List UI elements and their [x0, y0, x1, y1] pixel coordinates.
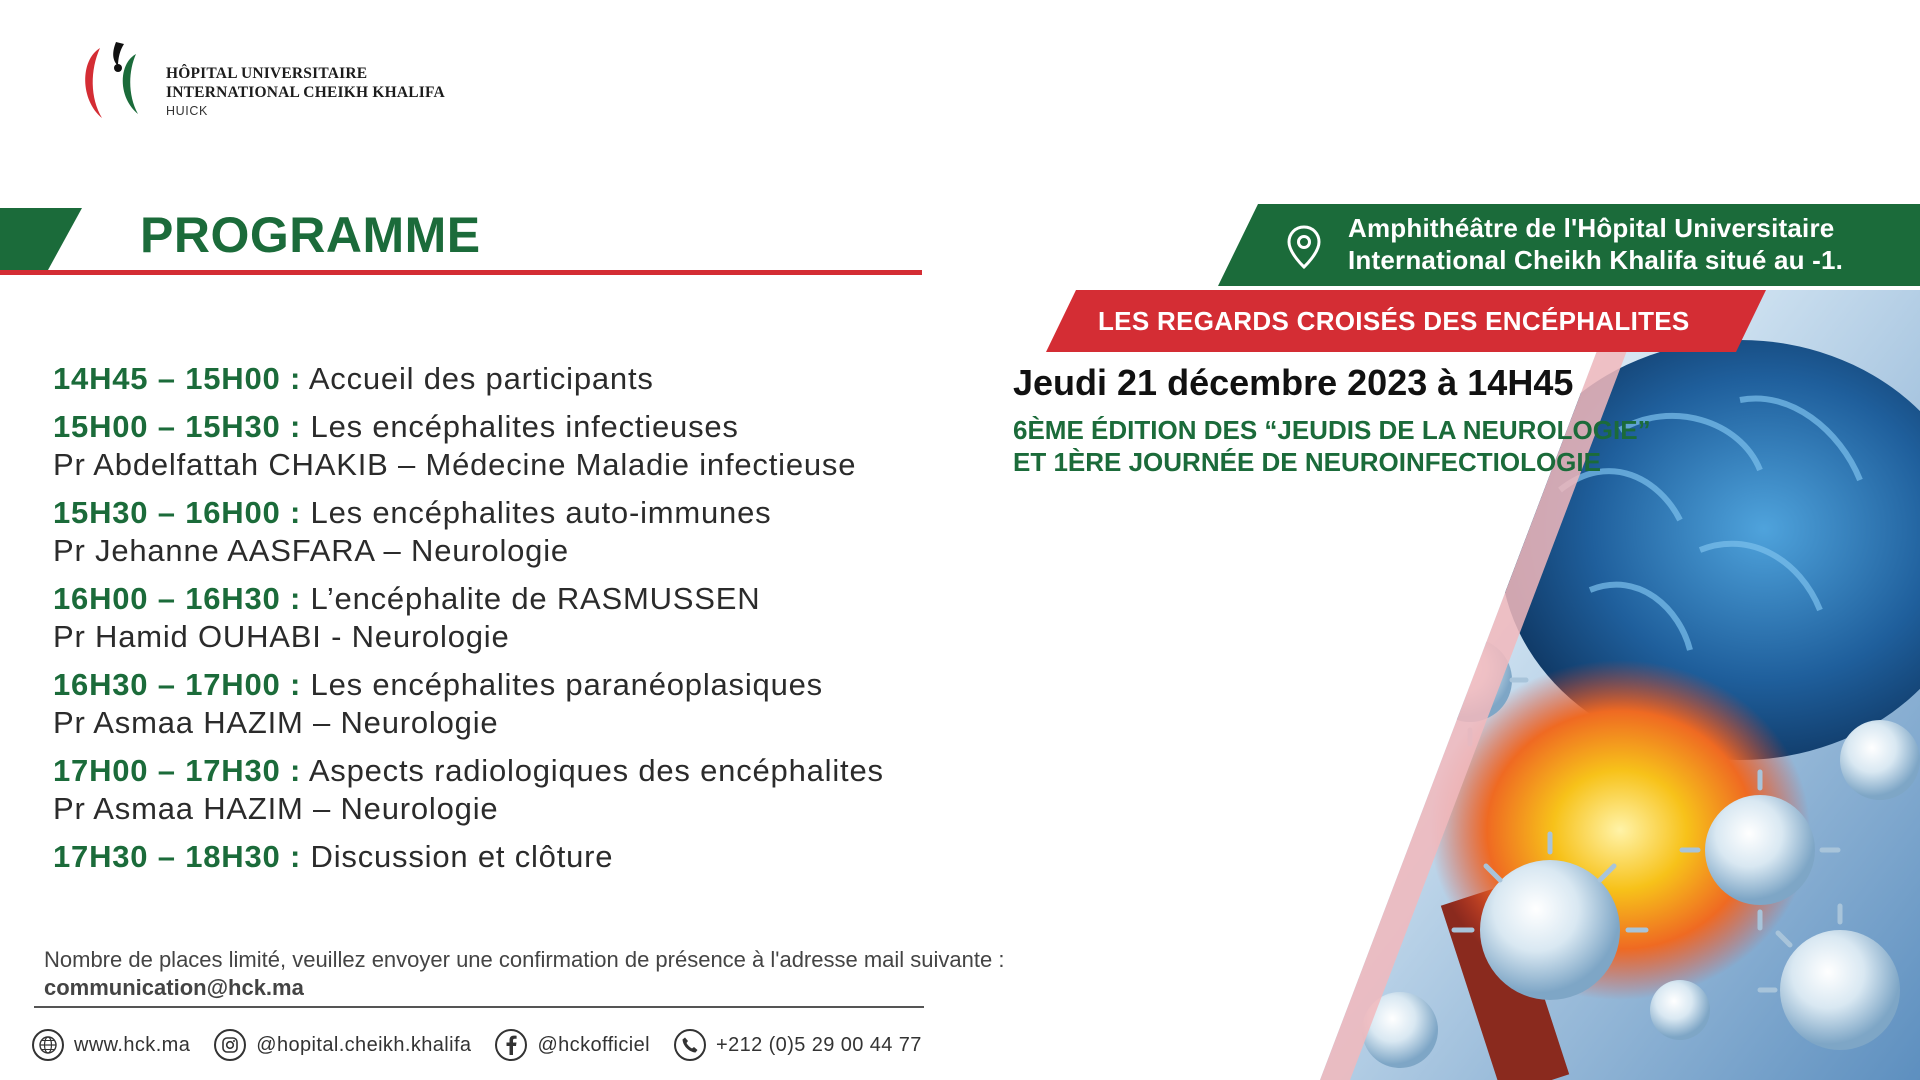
hospital-logo: [78, 38, 498, 128]
hospital-abbreviation: HUICK: [166, 104, 208, 118]
slot-title: Les encéphalites auto-immunes: [310, 495, 772, 530]
phone-icon: [674, 1029, 706, 1061]
slot-speaker: Pr Abdelfattah CHAKIB – Médecine Maladie infectieuse: [53, 447, 857, 482]
huick-logo-icon: [78, 38, 158, 124]
schedule-item: [53, 360, 1053, 398]
edition-line2: ET 1ÈRE JOURNÉE DE NEUROINFECTIOLOGIE: [1013, 447, 1601, 477]
slot-time: 16H30 – 17H00 :: [53, 667, 302, 702]
location-pin-icon: [1286, 224, 1322, 270]
instagram-link[interactable]: [214, 1029, 471, 1061]
heading-underline: [0, 270, 922, 275]
slot-title: Accueil des participants: [308, 361, 654, 396]
facebook-icon: [495, 1029, 527, 1061]
schedule-list: [53, 360, 1053, 886]
slot-time: 15H00 – 15H30 :: [53, 409, 302, 444]
hospital-name: [166, 64, 445, 102]
slot-time: 17H30 – 18H30 :: [53, 839, 302, 874]
heading-accent-bar: [0, 208, 82, 270]
instagram-label: @hopital.cheikh.khalifa: [256, 1033, 472, 1056]
slot-time: 16H00 – 16H30 :: [53, 581, 302, 616]
slot-time: 15H30 – 16H00 :: [53, 495, 302, 530]
event-edition: [1013, 414, 1651, 478]
schedule-item: [53, 838, 1053, 876]
website-link[interactable]: [32, 1029, 190, 1061]
schedule-item: [53, 494, 1053, 570]
event-date: Jeudi 21 décembre 2023 à 14H45: [1013, 362, 1574, 403]
phone-link[interactable]: [674, 1029, 922, 1061]
edition-line1: 6ÈME ÉDITION DES “JEUDIS DE LA NEUROLOGIE”: [1013, 415, 1651, 445]
globe-icon: [32, 1029, 64, 1061]
programme-title: PROGRAMME: [140, 207, 481, 263]
slot-title: Les encéphalites infectieuses: [310, 409, 739, 444]
event-theme: LES REGARDS CROISÉS DES ENCÉPHALITES: [1098, 306, 1690, 336]
slot-speaker: Pr Asmaa HAZIM – Neurologie: [53, 791, 499, 826]
venue-address: [1348, 212, 1843, 276]
slot-speaker: Pr Asmaa HAZIM – Neurologie: [53, 705, 499, 740]
slot-title: L’encéphalite de RASMUSSEN: [310, 581, 761, 616]
slot-title: Aspects radiologiques des encéphalites: [308, 753, 884, 788]
slot-speaker: Pr Jehanne AASFARA – Neurologie: [53, 533, 569, 568]
registration-text: Nombre de places limité, veuillez envoyer une confirmation de présence à l'adresse mail suivante :: [44, 947, 1005, 972]
slot-time: 17H00 – 17H30 :: [53, 753, 302, 788]
slot-time: 14H45 – 15H00 :: [53, 361, 302, 396]
schedule-item: [53, 408, 1053, 484]
facebook-link[interactable]: [495, 1029, 650, 1061]
website-label: www.hck.ma: [74, 1033, 191, 1056]
facebook-label: @hckofficiel: [537, 1033, 650, 1056]
schedule-item: [53, 580, 1053, 656]
slot-speaker: Pr Hamid OUHABI - Neurologie: [53, 619, 510, 654]
venue-line1: Amphithéâtre de l'Hôpital Universitaire: [1348, 213, 1835, 243]
hospital-name-line2: INTERNATIONAL CHEIKH KHALIFA: [166, 84, 445, 101]
contact-email-link[interactable]: communication@hck.ma: [44, 975, 304, 1000]
hospital-name-line1: HÔPITAL UNIVERSITAIRE: [166, 65, 368, 82]
schedule-item: [53, 666, 1053, 742]
brain-and-virus-illustration: [1320, 290, 1920, 1080]
phone-label: +212 (0)5 29 00 44 77: [716, 1033, 922, 1056]
slot-title: Les encéphalites paranéoplasiques: [310, 667, 823, 702]
venue-line2: International Cheikh Khalifa situé au -1.: [1348, 245, 1844, 275]
contact-footer: [32, 1026, 946, 1064]
instagram-icon: [214, 1029, 246, 1061]
slot-title: Discussion et clôture: [310, 839, 614, 874]
footer-divider: [34, 1006, 924, 1008]
schedule-item: [53, 752, 1053, 828]
registration-note: [44, 946, 1044, 1002]
